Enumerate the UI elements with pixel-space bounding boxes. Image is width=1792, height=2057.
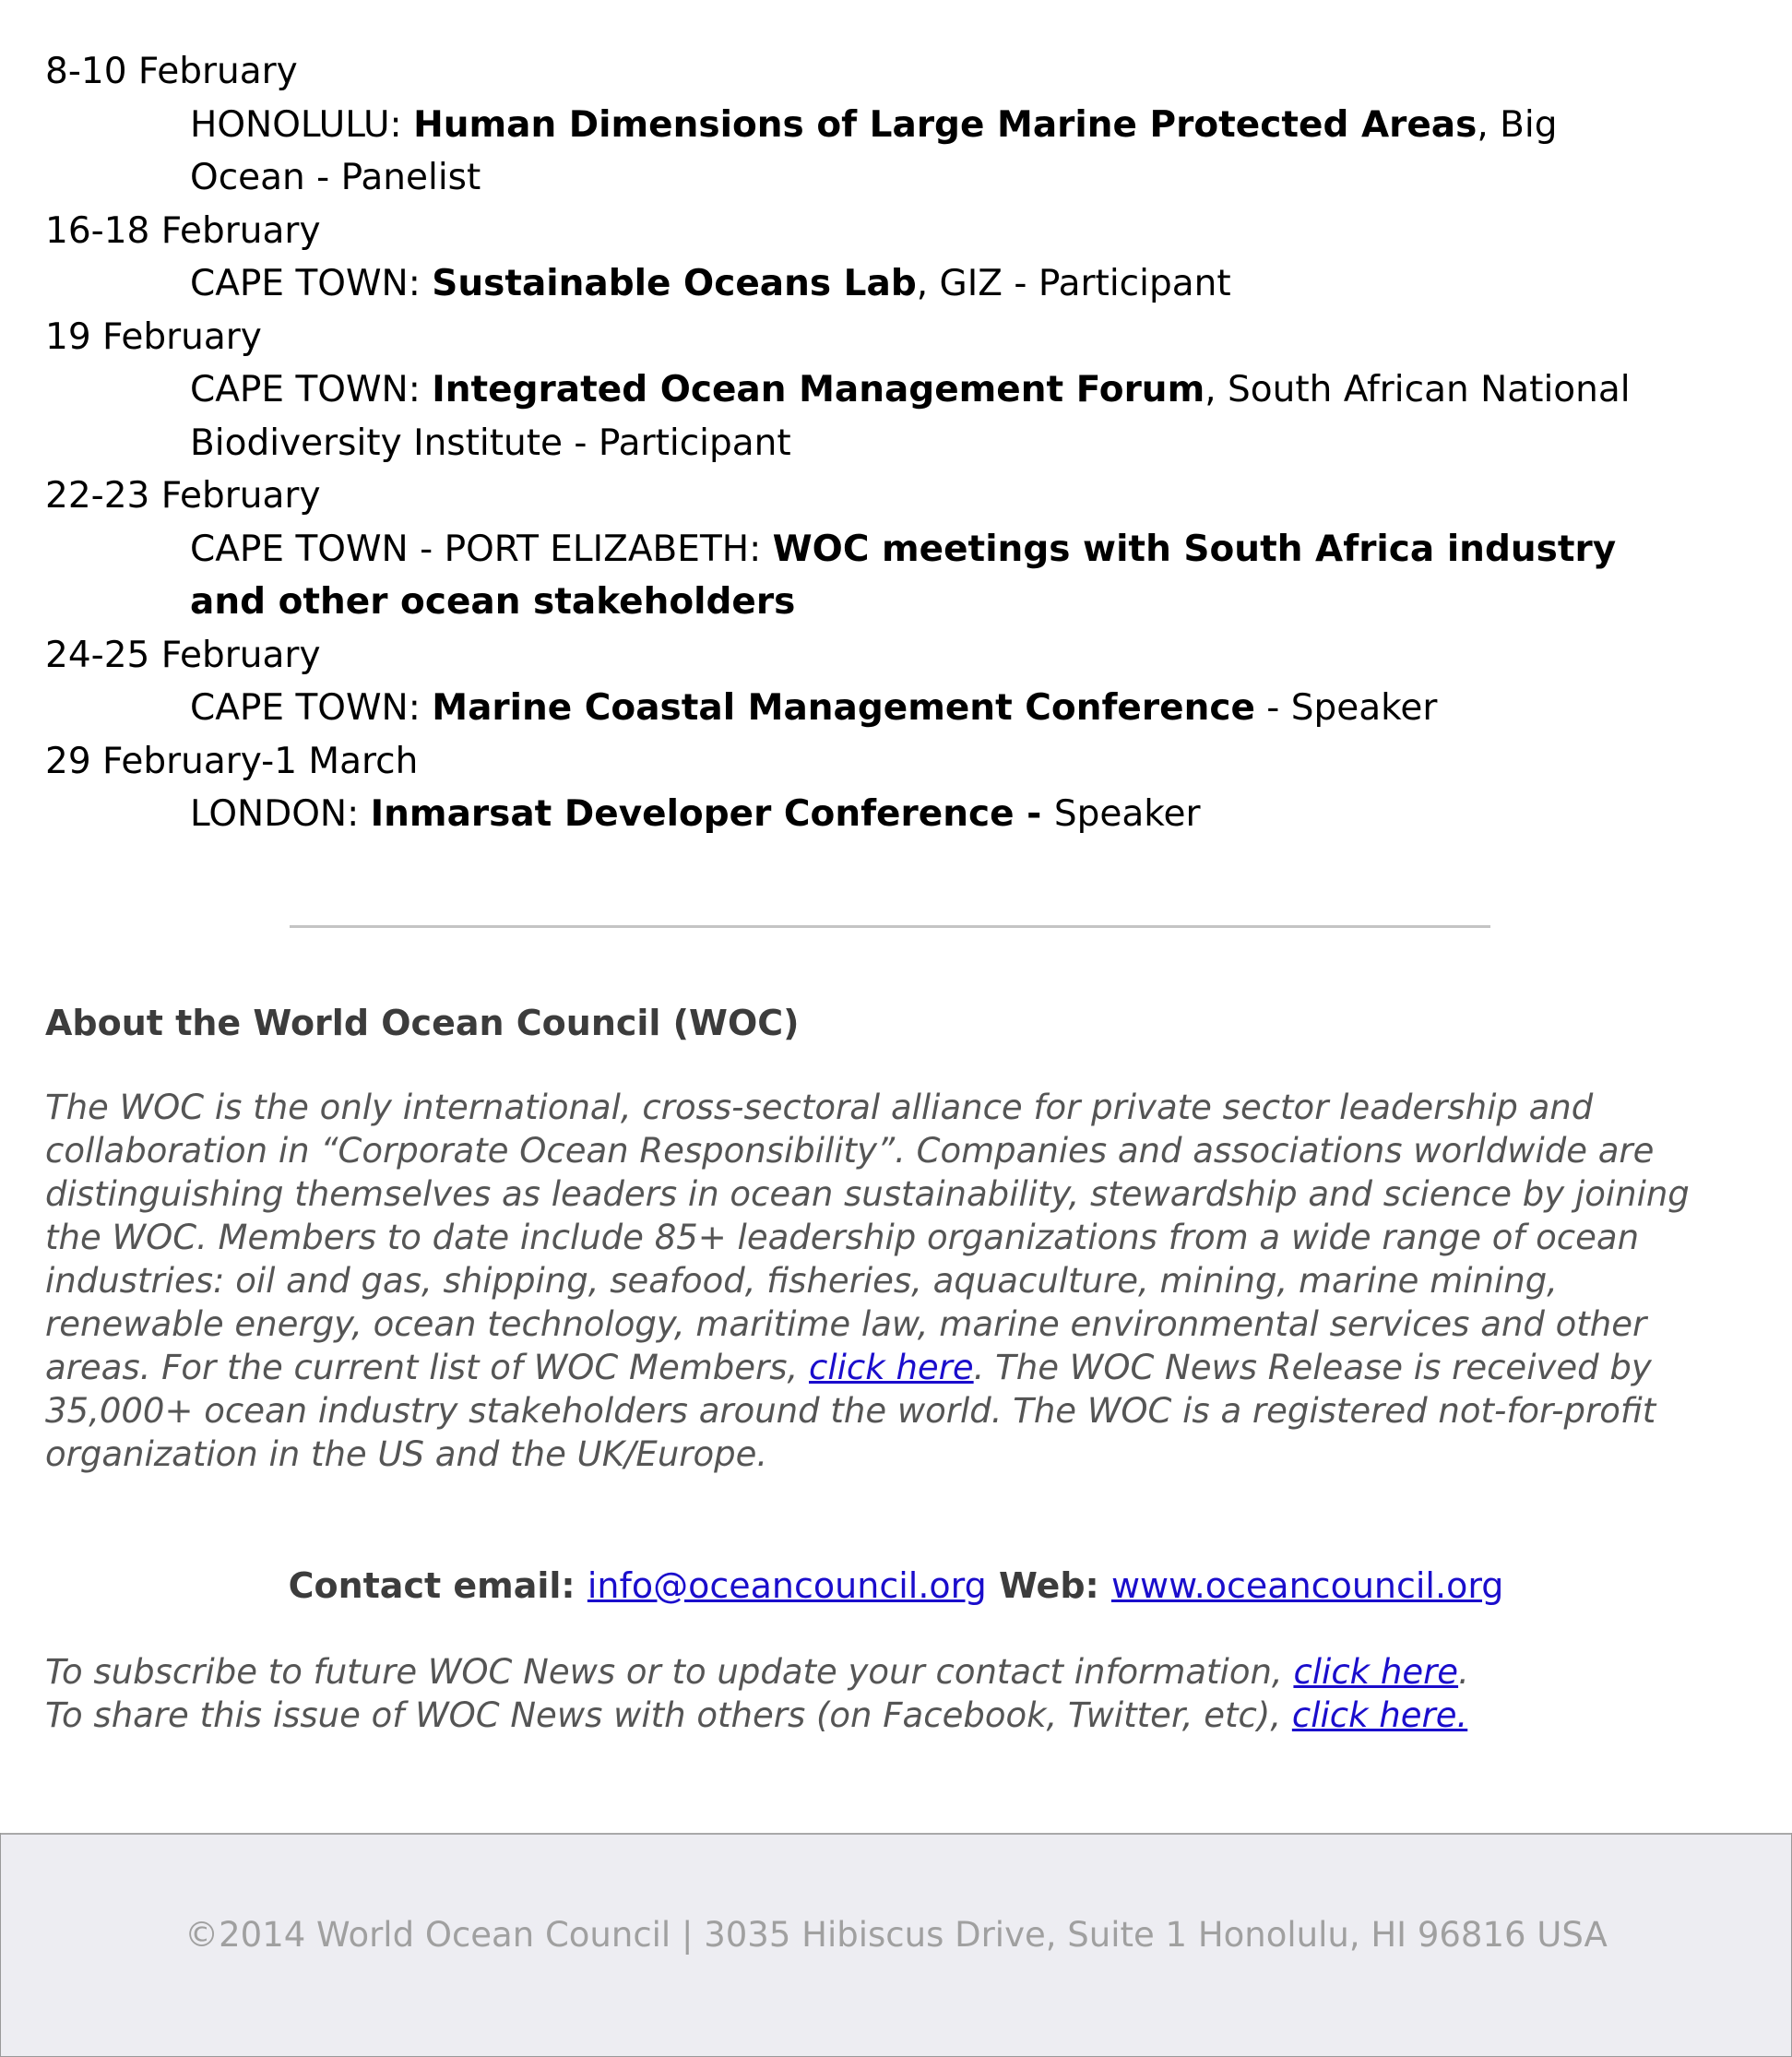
- event-entry: [45, 629, 1687, 735]
- event-detail: [45, 788, 1647, 841]
- members-list-link[interactable]: click here: [809, 1348, 974, 1387]
- event-date: 19 February: [45, 315, 262, 358]
- subscribe-section: [45, 1650, 1724, 1737]
- event-date: 29 February-1 March: [45, 740, 419, 782]
- event-title: WOC meetings with South Africa industry and other ocean stakeholders: [190, 528, 1617, 623]
- subscribe-link[interactable]: click here: [1293, 1652, 1459, 1692]
- event-title: Integrated Ocean Management Forum: [432, 369, 1205, 410]
- subscribe-text: To subscribe to future WOC News or to update your contact information,: [45, 1652, 1294, 1692]
- event-title: Marine Coastal Management Conference: [432, 687, 1255, 729]
- contact-email-link[interactable]: info@oceancouncil.org: [587, 1565, 987, 1606]
- subscribe-period: .: [1458, 1652, 1469, 1692]
- contact-email-label: Contact email:: [288, 1565, 587, 1606]
- about-text-continued: . The WOC News Release is received by 35,000+ ocean industry stakeholders around the world. The WOC is a registered not-for-profit organization in the US and the UK/Europe.: [45, 1348, 1656, 1474]
- event-location: CAPE TOWN:: [190, 263, 433, 304]
- contact-line: [0, 1563, 1792, 1609]
- event-role: - Speaker: [1254, 687, 1438, 729]
- event-detail: [45, 99, 1647, 205]
- event-date: 24-25 February: [45, 634, 321, 676]
- event-location: CAPE TOWN:: [190, 687, 433, 729]
- event-detail: [45, 523, 1647, 629]
- event-location: CAPE TOWN:: [190, 369, 433, 410]
- event-entry: [45, 735, 1687, 841]
- event-location: CAPE TOWN - PORT ELIZABETH:: [190, 528, 773, 570]
- event-title: Human Dimensions of Large Marine Protected Areas: [413, 103, 1478, 146]
- share-line: [45, 1694, 1724, 1737]
- event-location: HONOLULU:: [190, 103, 414, 146]
- event-schedule: [45, 45, 1687, 841]
- event-date: 8-10 February: [45, 51, 298, 92]
- event-entry: [45, 311, 1687, 470]
- event-title: Sustainable Oceans Lab: [432, 263, 917, 304]
- event-title: Inmarsat Developer Conference -: [370, 793, 1054, 835]
- website-link[interactable]: www.oceancouncil.org: [1110, 1565, 1504, 1606]
- web-label: Web:: [986, 1565, 1111, 1606]
- event-detail: [45, 257, 1647, 311]
- event-date: 16-18 February: [45, 209, 321, 252]
- about-heading: About the World Ocean Council (WOC): [45, 1003, 800, 1043]
- section-divider: [290, 925, 1490, 928]
- share-text: To share this issue of WOC News with others (on Facebook, Twitter, etc),: [45, 1695, 1292, 1735]
- footer-copyright: ©2014 World Ocean Council | 3035 Hibiscus Drive, Suite 1 Honolulu, HI 96816 USA: [184, 1915, 1608, 1955]
- event-role: , GIZ - Participant: [916, 263, 1231, 304]
- subscribe-line: [45, 1650, 1724, 1694]
- footer: [1, 1833, 1791, 2056]
- about-paragraph: [45, 1086, 1696, 1476]
- event-detail: [45, 363, 1647, 470]
- event-entry: [45, 470, 1687, 629]
- event-entry: [45, 205, 1687, 311]
- event-detail: [45, 682, 1647, 735]
- event-entry: [45, 45, 1687, 205]
- share-link[interactable]: click here.: [1291, 1695, 1468, 1735]
- event-role: , Big Ocean - Panelist: [190, 103, 1558, 198]
- event-location: LONDON:: [190, 793, 371, 835]
- event-role: Speaker: [1053, 793, 1201, 835]
- about-text: The WOC is the only international, cross-sectoral alliance for private sector leadership and collaboration in “Corporate Ocean Responsibility”. Companies and associations worldwide are distinguishing themselves as leaders in ocean sustainability, stewardship and science by joining the WOC. Members to date include 85+ leadership organizations from a wide range of ocean industries: oil and gas, shipping, seafood, fisheries, aquaculture, mining, marine mining, renewable energy, ocean technology, maritime law, marine environmental services and other areas. For the current list of WOC Members,: [45, 1088, 1690, 1387]
- event-date: 22-23 February: [45, 475, 321, 517]
- event-role: , South African National Biodiversity Institute - Participant: [190, 369, 1631, 464]
